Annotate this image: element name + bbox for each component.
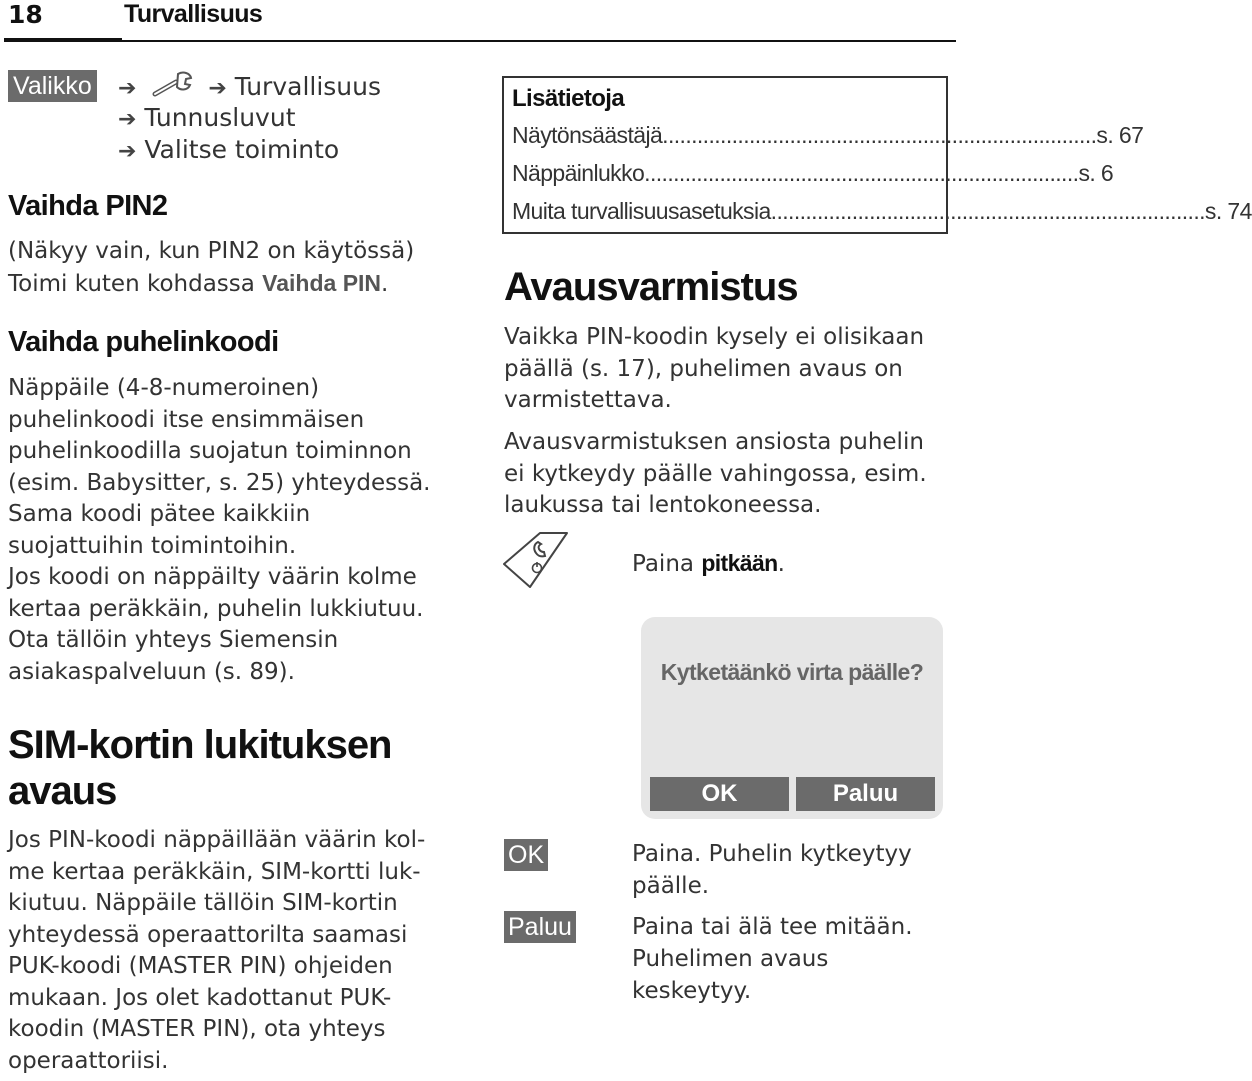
section-sim-unlock — [8, 722, 392, 814]
info-row-security: Muita turvallisuusasetuksia ........................................................................... s. 74 — [512, 198, 1252, 224]
menu-step-valitse: Valitse toiminto — [144, 135, 340, 164]
sim-line: koodin (MASTER PIN), ota yhteys — [8, 1016, 386, 1042]
sim-line: Jos PIN-koodi näppäillään väärin kol- — [8, 827, 426, 853]
back-description: Paina tai älä tee mitään. Puhelimen avaus keskeytyy. — [632, 914, 913, 1004]
section-pin2 — [8, 190, 167, 223]
wrench-icon — [152, 70, 194, 106]
link-vaihda-pin: Vaihda PIN — [262, 269, 382, 296]
page-number: 18 — [8, 0, 43, 29]
heading-vaihda-pin2: Vaihda PIN2 — [8, 190, 168, 222]
phonecode-line: suojattuihin toimintoihin. — [8, 532, 297, 559]
phonecode-line: Sama koodi pätee kaikkiin — [8, 501, 311, 527]
section-phonecode — [8, 326, 279, 359]
softkey-ok[interactable]: OK — [650, 777, 789, 811]
avaus-para-2 — [504, 427, 954, 522]
phonecode-line: Jos koodi on näppäilty väärin kolme — [8, 564, 417, 590]
info-row-keylock: Näppäinlukko ........................................................................... s. 6 — [512, 160, 1114, 186]
press-long-bold: pitkään — [701, 550, 778, 576]
end-call-power-key-icon — [500, 530, 572, 594]
page-title: Turvallisuus — [124, 0, 263, 28]
ok-description: Paina. Puhelin kytkeytyy päälle. — [632, 841, 912, 899]
menu-path-line-2 — [118, 102, 296, 136]
phonecode-line: puhelinkoodi itse ensimmäisen — [8, 406, 365, 433]
sim-line: yhteydessä operaattorilta saamasi — [8, 921, 408, 948]
phonecode-line: asiakaspalveluun (s. 89). — [8, 658, 295, 685]
menu-step-tunnusluvut: Tunnusluvut — [144, 103, 296, 132]
back-key-label: Paluu — [504, 911, 576, 943]
sim-line: PUK-koodi (MASTER PIN) ohjeiden — [8, 953, 393, 979]
avaus-line: Avausvarmistuksen ansiosta puhelin — [504, 429, 924, 455]
phonecode-line: kertaa peräkkäin, puhelin lukkiutuu. — [8, 595, 424, 622]
phonecode-line: (esim. Babysitter, s. 25) yhteydessä. — [8, 469, 431, 496]
menu-step-turvallisuus: Turvallisuus — [234, 72, 382, 101]
pin2-line-2: Toimi kuten kohdassa Vaihda PIN. — [8, 269, 389, 297]
sim-line: kiutuu. Näppäile tällöin SIM-kortin — [8, 890, 398, 916]
heading-avausvarmistus: Avausvarmistus — [504, 265, 798, 309]
phone-screen — [641, 617, 943, 819]
menu-path-line-3 — [118, 134, 339, 168]
phonecode-text — [8, 373, 488, 688]
avaus-line: Vaikka PIN-koodin kysely ei olisikaan — [504, 324, 925, 350]
sim-line: me kertaa peräkkäin, SIM-kortti luk- — [8, 858, 421, 885]
header-rule-thick — [4, 38, 122, 42]
info-row-screensaver: Näytönsäästäjä ........................................................................... s. 67 — [512, 122, 1144, 148]
phonecode-line: Näppäile (4-8-numeroinen) — [8, 375, 320, 401]
arrow-right-icon: ➔ — [118, 107, 137, 132]
press-long-instruction: Paina pitkään. — [632, 550, 785, 577]
heading-sim-line-1: SIM-kortin lukituksen — [8, 723, 392, 767]
menu-key-valikko: Valikko — [8, 70, 97, 102]
avaus-para-1 — [504, 322, 954, 417]
sim-line: mukaan. Jos olet kadottanut PUK- — [8, 984, 392, 1011]
pin2-text — [8, 236, 478, 300]
arrow-right-icon: ➔ — [208, 76, 227, 101]
sim-line: operaattoriisi. — [8, 1047, 169, 1074]
info-box — [502, 76, 1252, 234]
avaus-line: ei kytkeydy päälle vahingossa, esim. — [504, 460, 927, 487]
pin2-line-1: (Näkyy vain, kun PIN2 on käytössä) — [8, 238, 415, 264]
phonecode-line: puhelinkoodilla suojatun toiminnon — [8, 438, 412, 464]
screen-message: Kytketäänkö virta päälle? — [660, 659, 924, 685]
ok-key-label: OK — [504, 839, 548, 871]
heading-vaihda-puhelinkoodi: Vaihda puhelinkoodi — [8, 326, 279, 358]
heading-sim-line-2: avaus — [8, 769, 117, 813]
header-rule — [122, 40, 956, 42]
arrow-right-icon: ➔ — [118, 139, 137, 164]
avaus-line: laukussa tai lentokoneessa. — [504, 492, 822, 518]
section-avausvarmistus — [504, 264, 798, 310]
sim-text — [8, 825, 488, 1077]
phonecode-line: Ota tällöin yhteys Siemensin — [8, 627, 339, 653]
arrow-right-icon: ➔ — [118, 76, 137, 101]
avaus-line: varmistettava. — [504, 387, 672, 413]
avaus-line: päällä (s. 17), puhelimen avaus on — [504, 355, 903, 382]
menu-path-line-1 — [118, 70, 381, 106]
info-box-title: Lisätietoja — [512, 85, 625, 112]
softkey-paluu[interactable]: Paluu — [796, 777, 935, 811]
